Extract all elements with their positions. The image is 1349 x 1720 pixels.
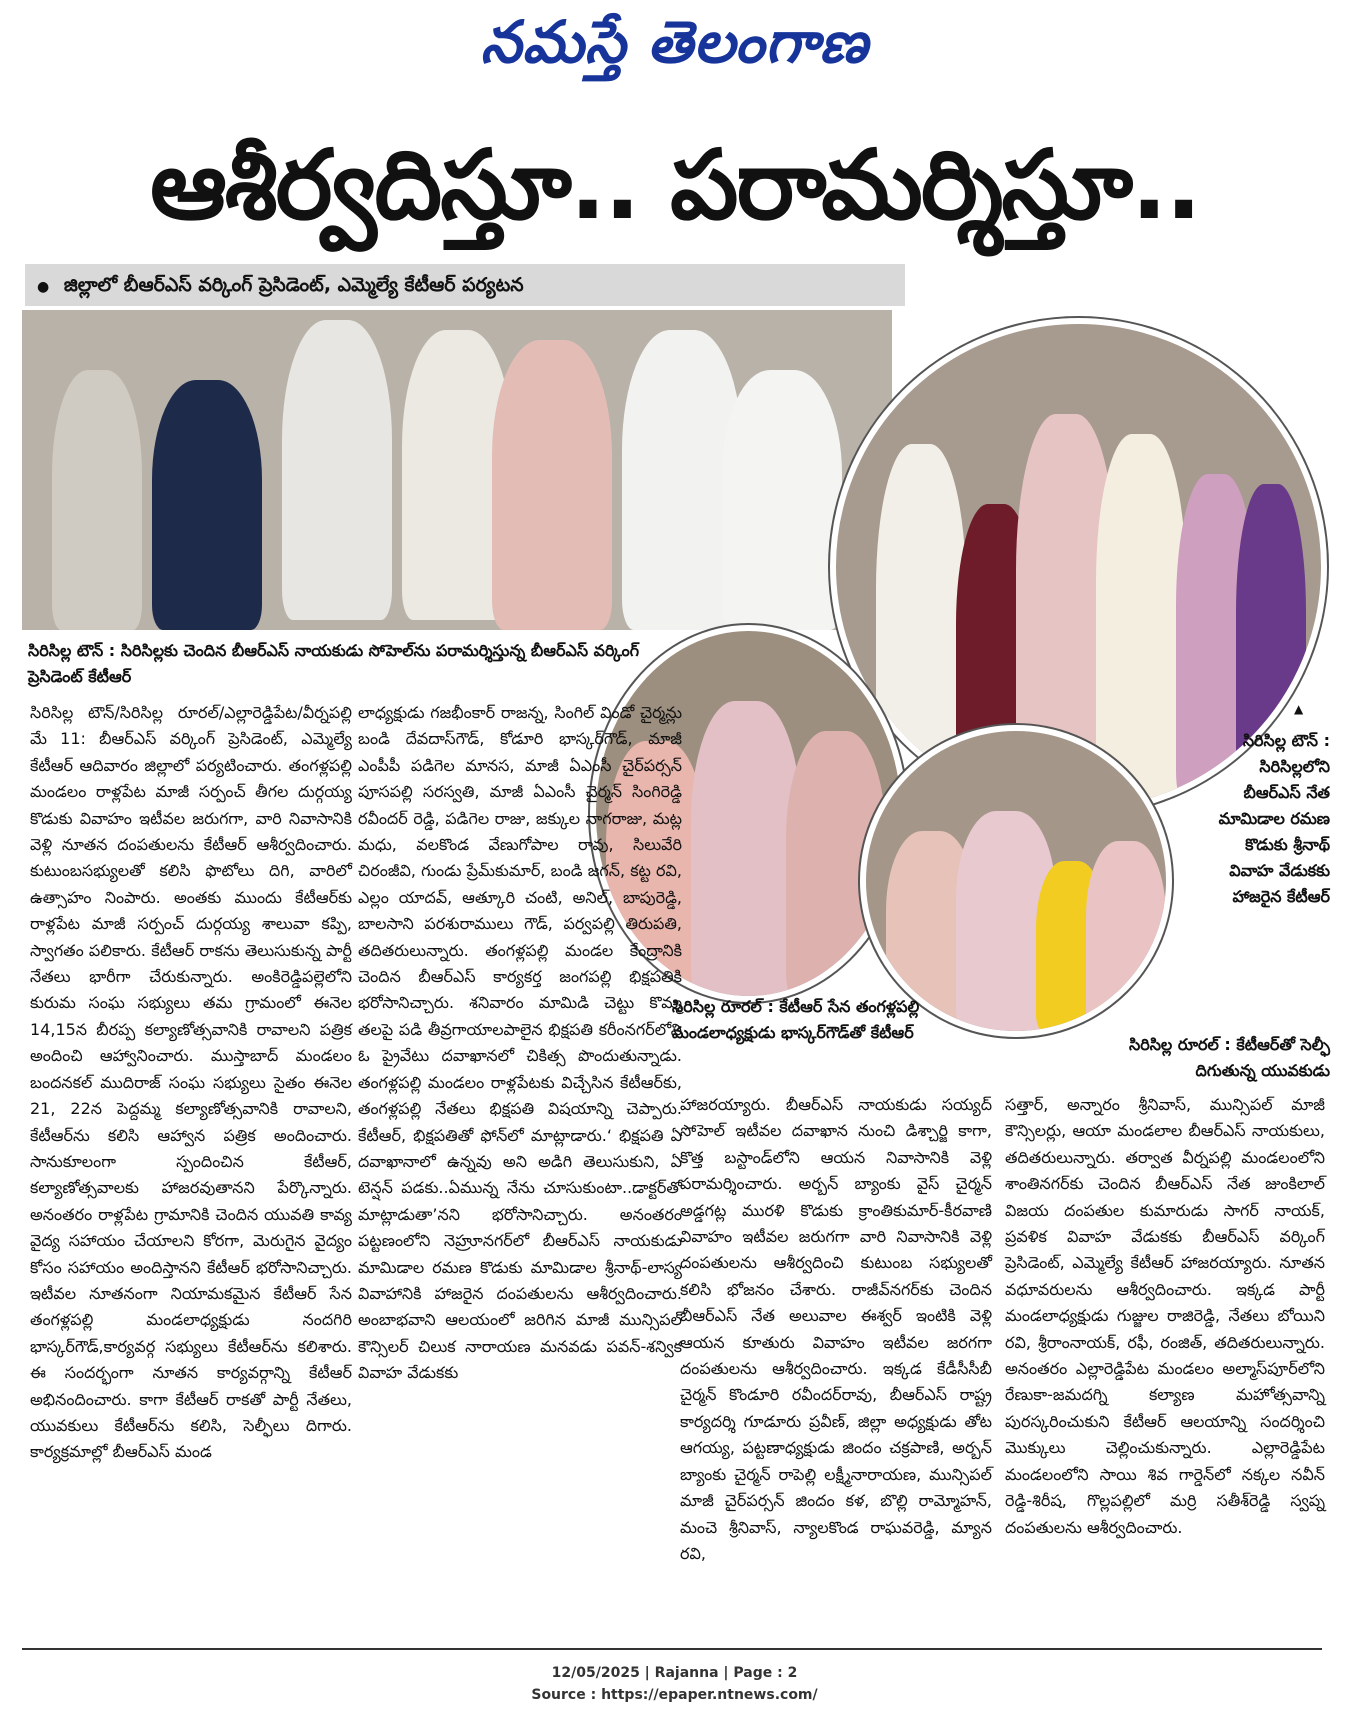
caption-photo-2: సిరిసిల్ల టౌన్ : సిరిసిల్లలోని బీఆర్‌ఎస్ నేత మామిడాల రమణ కొడుకు శ్రీనాథ్ వివాహ వేడుకకు హాజరైన కేటీఆర్ (1218, 731, 1330, 906)
masthead (0, 0, 1349, 90)
headline: ఆశీర్వదిస్తూ.. పరామర్శిస్తూ.. (150, 129, 1200, 241)
footer-page-info: 12/05/2025 | Rajanna | Page : 2 (551, 1665, 798, 1681)
photo-party-meeting (22, 310, 892, 630)
subhead-text: జిల్లాలో బీఆర్‌ఎస్ వర్కింగ్ ప్రెసిడెంట్, ఎమ్మెల్యే కేటీఆర్ పర్యటన (63, 274, 524, 296)
newspaper-logo: నమస్తే తెలంగాణ (480, 8, 869, 76)
subhead (25, 264, 905, 306)
photo-selfie (860, 725, 1172, 1037)
article-column-4: సత్తార్, అన్నారం శ్రీనివాస్, మున్సిపల్ మాజీ కౌన్సిలర్లు, ఆయా మండలాల బీఆర్‌ఎస్ నాయకులు, తదితరులున్నారు. తర్వాత వీర్నపల్లి మండలంలోని శాంతినగర్‌కు చెందిన బీఆర్‌ఎస్ నేత జుంకిలాల్ విజయ దంపతుల కుమారుడు సాగర్ నాయక్, ప్రవళిక వివాహ వేడుకకు బీఆర్‌ఎస్ వర్కింగ్ ప్రెసిడెంట్, ఎమ్మెల్యే కేటీఆర్ హాజరయ్యారు. నూతన వధూవరులను ఆశీర్వదించారు. ఇక్కడ పార్టీ మండలాధ్యక్షుడు గుజ్జుల రాజిరెడ్డి, నేతలు బోయిని రవి, శ్రీరాంనాయక్, రఫీ, రంజిత్, తదితరులున్నారు. అనంతరం ఎల్లారెడ్డిపేట మండలం అల్మాస్‌పూర్‌లోని రేణుకా-జమదగ్ని కల్యాణ మహోత్సవాన్ని పురస్కరించుకుని కేటీఆర్ ఆలయాన్ని సందర్శించి మొక్కులు చెల్లించుకున్నారు. ఎల్లారెడ్డిపేట మండలంలోని సాయి శివ గార్డెన్‌లో నక్కల నవీన్ రెడ్డి-శిరీష, గొల్లపల్లిలో మర్రి సతీశ్‌రెడ్డి స్వప్న దంపతులను ఆశీర్వదించారు. (1005, 1095, 1325, 1537)
footer-source: Source : https://epaper.ntnews.com/ (531, 1687, 818, 1703)
bullet-icon: ● (37, 279, 50, 295)
article-column-3: హాజరయ్యారు. బీఆర్‌ఎస్ నాయకుడు సయ్యద్ సోహెల్ ఇటీవల దవాఖాన నుంచి డిశ్చార్జి కాగా, కొత్త బస్టాండ్‌లోని ఆయన నివాసానికి వెళ్లి పరామర్శించారు. అర్బన్ బ్యాంకు వైస్ చైర్మన్ అడ్డగట్ల మురళి కొడుకు క్రాంతికుమార్-కీరవాణి వివాహం ఇటీవల జరుగగా వారి నివాసానికి వెళ్లి దంపతులను ఆశీర్వదించి కుటుంబ సభ్యులతో కలిసి భోజనం చేశారు. రాజీవ్‌నగర్‌కు చెందిన బీఆర్‌ఎస్ నేత అలువాల ఈశ్వర్ ఇంటికి వెళ్లి ఆయన కూతురు వివాహం ఇటీవల జరగగా దంపతులను ఆశీర్వదించారు. ఇక్కడ కేడీసీసీబీ చైర్మన్ కొండూరి రవీందర్‌రావు, బీఆర్‌ఎస్ రాష్ట్ర కార్యదర్శి గూడూరు ప్రవీణ్, జిల్లా అధ్యక్షుడు తోట ఆగయ్య, పట్టణాధ్యక్షుడు జిందం చక్రపాణి, అర్బన్ బ్యాంకు చైర్మన్ రాపెల్లి లక్ష్మీనారాయణ, మున్సిపల్ మాజీ చైర్‌పర్సన్ జిందం కళ, బొల్లి రామ్మోహన్, మంచె శ్రీనివాస్, న్యాలకొండ రాఘవరెడ్డి, మ్యాన రవి, (680, 1095, 992, 1563)
up-arrow-icon: ▲ (1294, 702, 1304, 716)
footer-divider (22, 1648, 1322, 1650)
caption-photo-3: సిరిసిల్ల రూరల్ : కేటీఆర్ సేన తంగళ్లపల్లి మండలాధ్యక్షుడు భాస్కర్‌గౌడ్‌తో కేటీఆర్ (672, 997, 920, 1042)
caption-photo-4: సిరిసిల్ల రూరల్ : కేటీఆర్‌తో సెల్ఫీ దిగుతున్న యువకుడు (1128, 1035, 1330, 1080)
article-column-2: లాధ్యక్షుడు గజభీంకార్ రాజన్న, సింగిల్ విండో చైర్మన్లు బండి దేవదాస్‌గౌడ్, కోడూరి భాస్కర్‌గౌడ్, మాజీ ఎంపీపీ పడిగెల మానస, మాజీ ఏఎంసీ చైర్‌పర్సన్ పూసపల్లి సరస్వతి, మాజీ ఏఎంసీ చైర్మన్ సింగిరెడ్డి రవీందర్ రెడ్డి, పడిగెల రాజు, జక్కుల నాగరాజు, మట్ల మధు, వలకొండ వేణుగోపాల రావు, సిలువేరి చిరంజీవి, గుండు ప్రేమ్‌కుమార్, బండి జగన్, కట్ట రవి, ఎల్లం యాదవ్, ఆత్కూరి చంటి, అనిల్, బాపురెడ్డి, బాలసాని పరశురాములు గౌడ్, పర్వపల్లి తిరుపతి, తదితరులున్నారు. తంగళ్లపల్లి మండల కేంద్రానికి చెందిన బీఆర్‌ఎస్ కార్యకర్త జంగపల్లి భిక్షపతికి భరోసానిచ్చారు. శనివారం మామిడి చెట్టు కొమ్మ తలపై పడి తీవ్రగాయాలపాలైన భిక్షపతి కరీంనగర్‌లోని ఓ ప్రైవేటు దవాఖానలో చికిత్స పొందుతున్నాడు. తంగళ్లపల్లి మండలం రాళ్లపేటకు విచ్చేసిన కేటీఆర్‌కు, తంగళ్లపల్లి నేతలు భిక్షపతి విషయాన్ని చెప్పారు. కేటీఆర్, భిక్షపతితో ఫోన్‌లో మాట్లాడారు.‘ భిక్షపతి ఏ దవాఖానాలో ఉన్నవు అని అడిగి తెలుసుకుని, ఏ టెన్షన్ పడకు..ఏమున్న నేను చూసుకుంటా..డాక్టర్‌తో మాట్లాడుతా’నని భరోసానిచ్చారు. అనంతరం పట్టణంలోని నెహ్రూనగర్‌లో బీఆర్‌ఎస్ నాయకుడు మామిడాల రమణ కొడుకు మామిడాల శ్రీనాథ్-లాస్య వివాహానికి హాజరైన దంపతులను ఆశీర్వదించారు. అంబాభవాని ఆలయంలో జరిగిన మాజీ మున్సిపల్ కౌన్సిలర్ చిలుక నారాయణ మనవడు పవన్-శన్విక వివాహ వేడుకకు (358, 703, 682, 1383)
article-column-1: సిరిసిల్ల టౌన్/సిరిసిల్ల రూరల్/ఎల్లారెడ్డిపేట/వీర్నపల్లి మే 11: బీఆర్‌ఎస్ వర్కింగ్ ప్రెసిడెంట్, ఎమ్మెల్యే కేటీఆర్ ఆదివారం జిల్లాలో పర్యటించారు. తంగళ్లపల్లి మండలం రాళ్లపేట మాజీ సర్పంచ్ తీగల దుర్గయ్య కొడుకు వివాహం ఇటీవల జరుగగా, వారి నివాసానికి వెళ్లి నూతన దంపతులను కేటీఆర్ ఆశీర్వదించారు. కుటుంబసభ్యులతో కలిసి ఫొటోలు దిగి, వారిలో ఉత్సాహం నింపారు. అంతకు ముందు కేటీఆర్‌కు రాళ్లపేట మాజీ సర్పంచ్ దుర్గయ్య శాలువా కప్పి, స్వాగతం పలికారు. కేటీఆర్ రాకను తెలుసుకున్న పార్టీ నేతలు భారీగా చేరుకున్నారు. అంకిరెడ్డిపల్లెలోని కురుమ సంఘ సభ్యులు తమ గ్రామంలో ఈనెల 14,15న బీరప్ప కల్యాణోత్సవానికి రావాలని పత్రిక అందించి ఆహ్వానించారు. ముస్తాబాద్ మండలం బందనకల్ ముదిరాజ్ సంఘ సభ్యులు సైతం ఈనెల 21, 22న పెద్దమ్మ కల్యాణోత్సవానికి రావాలని, కేటీఆర్‌ను కలిసి ఆహ్వాన పత్రిక అందించారు. సానుకూలంగా స్పందించిన కేటీఆర్, కల్యాణోత్సవాలకు హాజరవుతానని పేర్కొన్నారు. అనంతరం రాళ్లపేట గ్రామానికి చెందిన యువతి కావ్య వైద్య సహాయం చేయాలని కోరగా, మెరుగైన వైద్యం కోసం సహాయం అందిస్తానని కేటీఆర్ భరోసానిచ్చారు. ఇటీవల నూతనంగా నియామకమైన కేటీఆర్ సేన తంగళ్లపల్లి మండలాధ్యక్షుడు నందగిరి భాస్కర్‌గౌడ్,కార్యవర్గ సభ్యులు కేటీఆర్‌ను కలిశారు. ఈ సందర్భంగా నూతన కార్యవర్గాన్ని కేటీఆర్ అభినందించారు. కాగా కేటీఆర్ రాకతో పార్టీ నేతలు, యువకులు కేటీఆర్‌ను కలిసి, సెల్ఫీలు దిగారు. కార్యక్రమాల్లో బీఆర్‌ఎస్ మండ (30, 703, 352, 1462)
caption-photo-1: సిరిసిల్ల టౌన్ : సిరిసిల్లకు చెందిన బీఆర్‌ఎస్ నాయకుడు సోహెల్‌ను పరామర్శిస్తున్న బీఆర్‌ఎస్ వర్కింగ్ ప్రెసిడెంట్ కేటీఆర్ (28, 641, 640, 686)
footer (0, 1662, 1349, 1706)
